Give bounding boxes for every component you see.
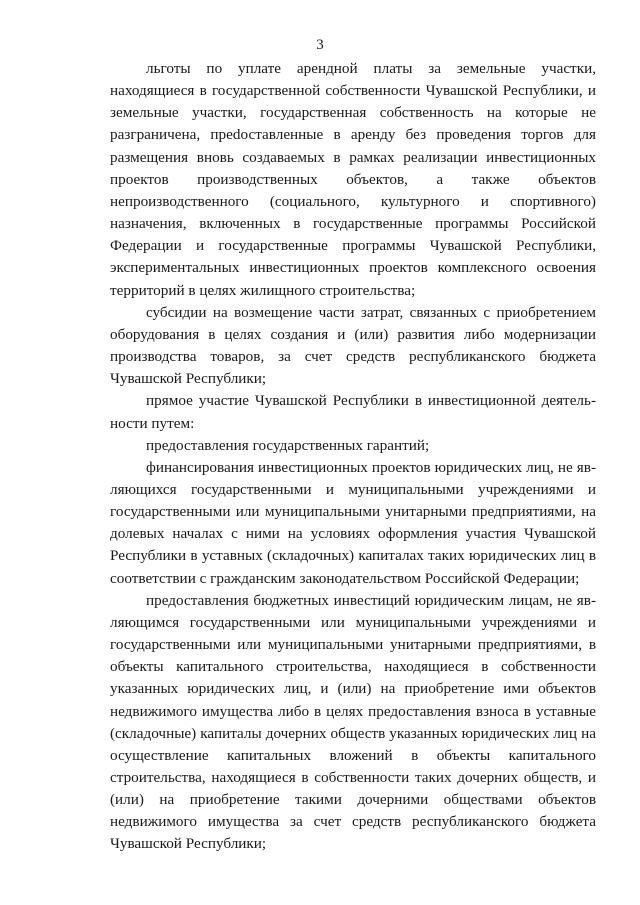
paragraph-state-guarantees: предоставления государственных гарантий; bbox=[146, 436, 430, 454]
paragraph-lease-benefits: льготы по уплате арендной платы за земельные участки, находящиеся в государственной собственности Чувашской Республики, и земельные участки, государственная собственность на которые не разграничена, преdоставленные в аренду без проведения торгов для размещения вновь создаваемых в рамках реализации инвестиционных проектов производственных объектов, а также объектов непроизводственного (социального, культурного и спортивного) назначения, включенных в государственные программы Российской Федерации и государственные программы Чувашской Республики, экспериментальных инвестиционных проектов комплексного освоения территорий в целях жилищного строительства; bbox=[110, 60, 596, 299]
paragraph-subsidies: субсидии на возмещение части затрат, связанных с приобретением оборудования в целях создания и (или) развития либо модернизации производства товаров, за счет средств республиканского бюджета Чувашской Республики; bbox=[110, 303, 596, 388]
paragraph-budget-investments: предоставления бюджетных инвестиций юридическим лицам, не являющимся государственными или муниципальными учреждениями и государственными или муниципальными унитарными предприятиями, в объекты капитального строительства, находящиеся в собственности указанных юридических лиц, и (или) на приобретение ими объектов недвижимого имущества либо в целях предоставления взноса в уставные (складочные) капиталы дочерних обществ указанных юридических лиц на осуществление капитальных вложений в объекты капитального строительства, находящиеся в собственности таких дочерних обществ, и (или) на приобретение такими дочерними обществами объектов недвижимого имущества за счет средств республиканского бюджета Чувашской Республики; bbox=[110, 591, 596, 853]
document-body bbox=[110, 58, 596, 856]
paragraph-project-financing: финансирования инвестиционных проектов юридических лиц, не являющихся государственными и муниципальными учреждениями и государственными или муниципальными унитарными предприятиями, на долевых началах с ними на условиях оформления участия Чувашской Республики в уставных (складочных) капиталах таких юридических лиц в соответствии с гражданским законодательством Российской Федерации; bbox=[110, 458, 596, 587]
page-number: 3 bbox=[316, 37, 324, 53]
paragraph-direct-participation: прямое участие Чувашской Республики в инвестиционной деятельности путем: bbox=[110, 392, 596, 432]
